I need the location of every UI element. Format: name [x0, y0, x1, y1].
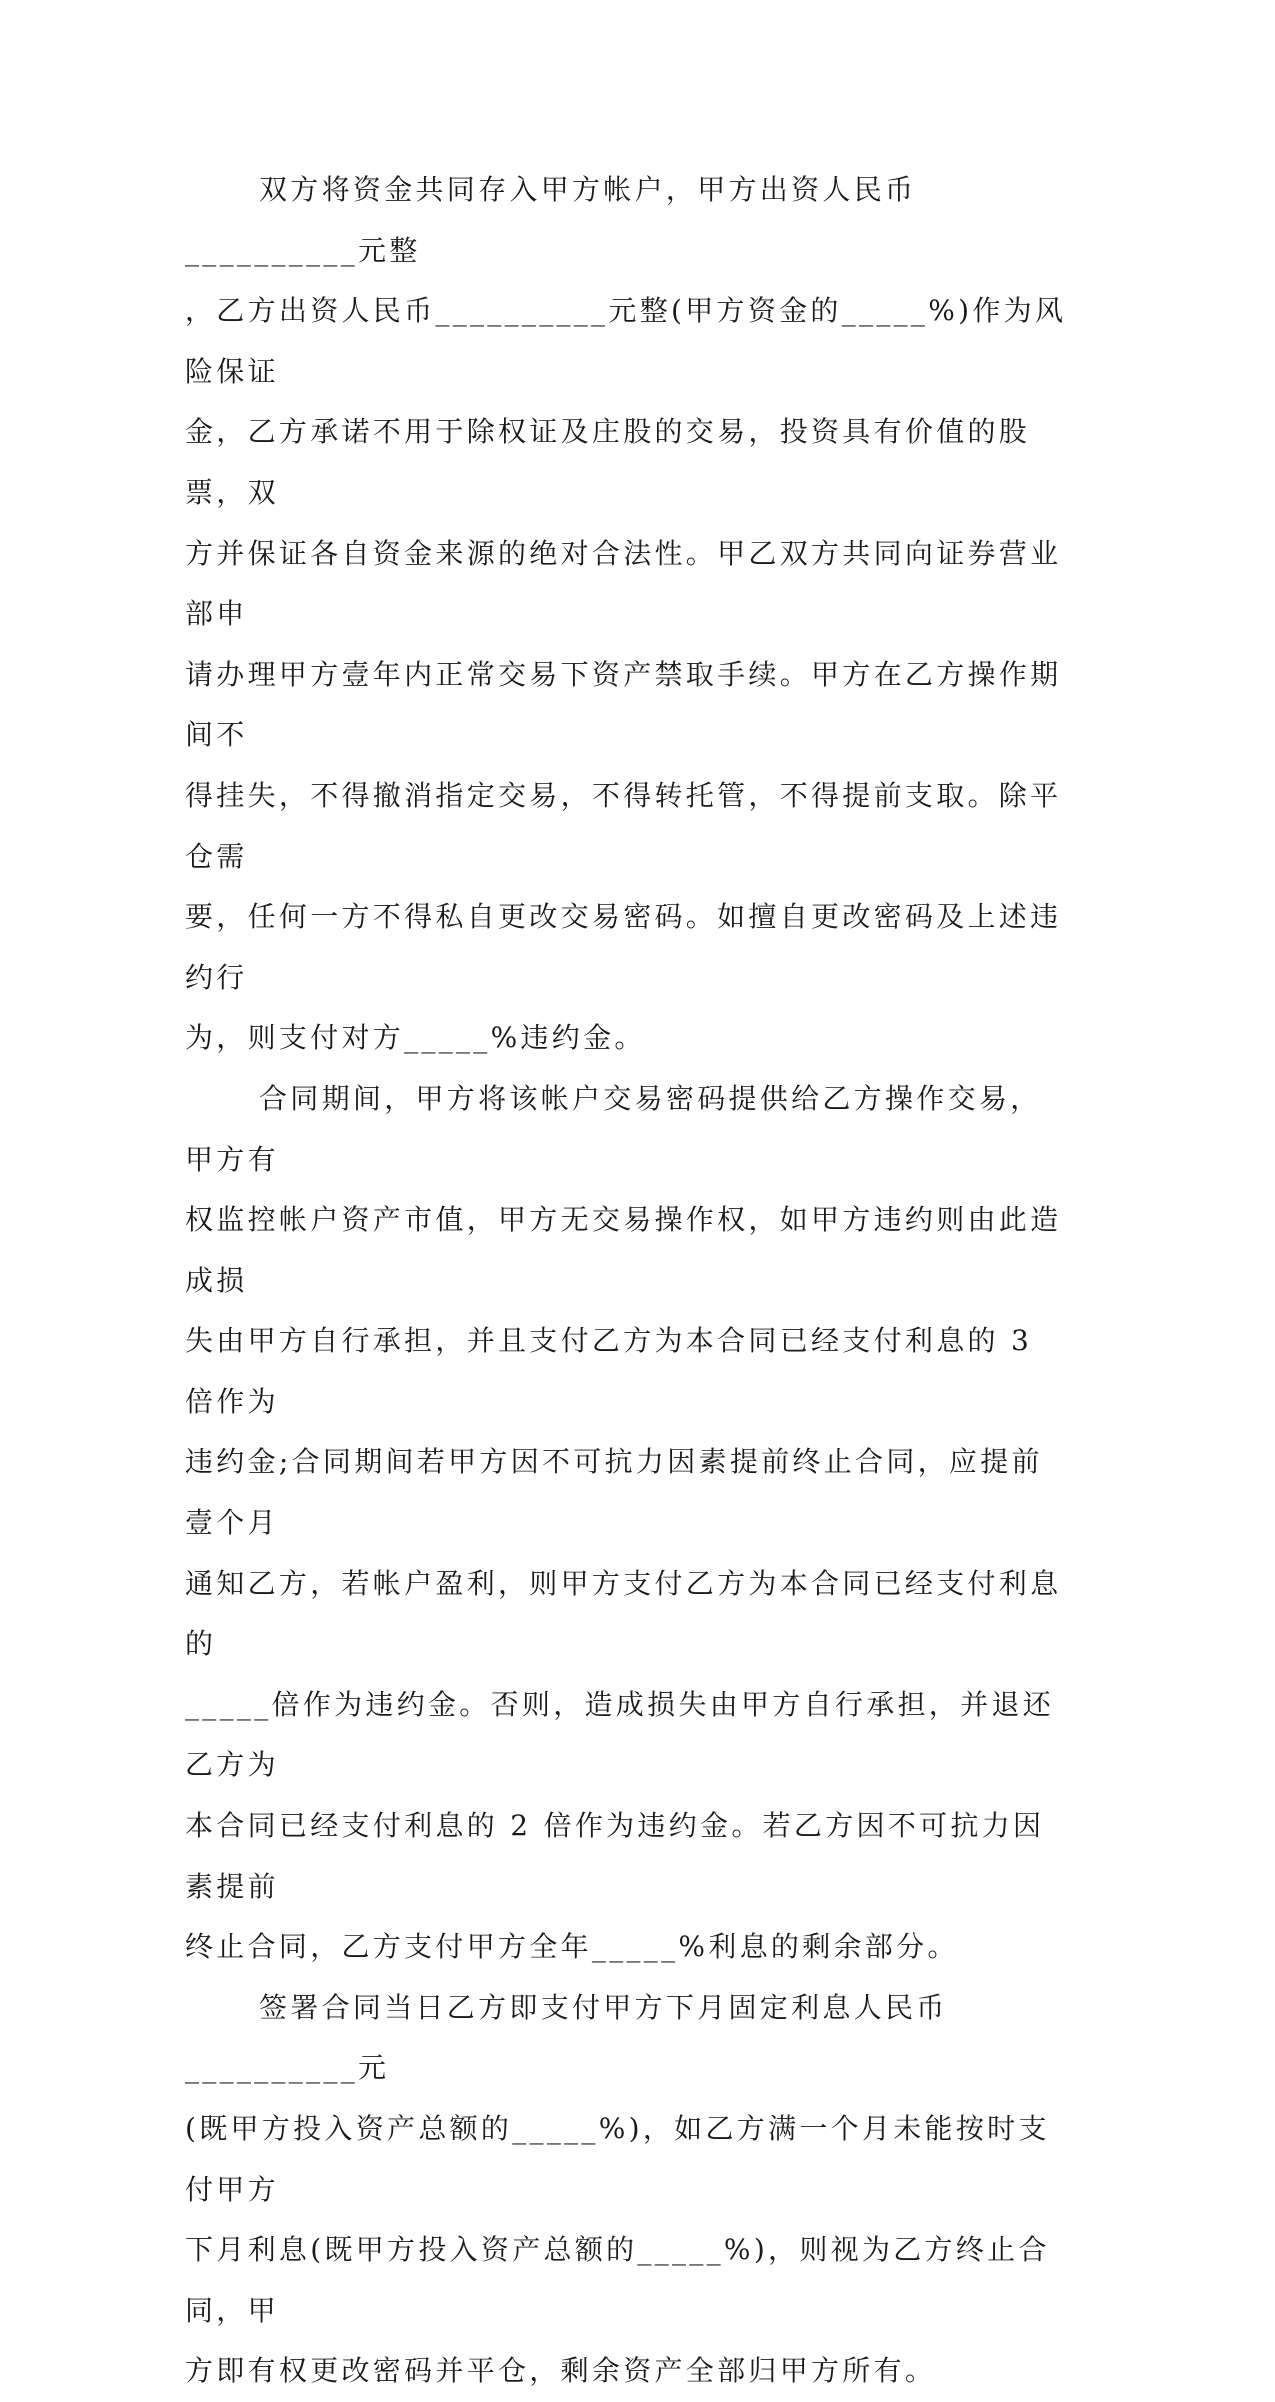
paragraph-interest-payment: 签署合同当日乙方即支付甲方下月固定利息人民币__________元 (既甲方投入资产总额的_____%)，如乙方满一个月未能按时支付甲方 下月利息(既甲方投入资产总额的_____%)，则视为乙方终止合同，甲 方即有权更改密码并平仓，剩余资产全部归甲方所有。 [185, 1990, 1050, 2388]
document-body [185, 160, 1069, 2402]
paragraph-contract-period: 合同期间，甲方将该帐户交易密码提供给乙方操作交易，甲方有 权监控帐户资产市值，甲方无交易操作权，如甲方违约则由此造成损 失由甲方自行承担，并且支付乙方为本合同已经支付利息的 3 倍作为 违约金;合同期间若甲方因不可抗力因素提前终止合同，应提前壹个月 通知乙方，若帐户盈利，则甲方支付乙方为本合同已经支付利息的 _____倍作为违约金。否则，造成损失由甲方自行承担，并退还乙方为 本合同已经支付利息的 2 倍作为违约金。若乙方因不可抗力因素提前 终止合同，乙方支付甲方全年_____%利息的剩余部分。 [185, 1081, 1062, 1964]
paragraph-funds-deposit: 双方将资金共同存入甲方帐户，甲方出资人民币__________元整 ，乙方出资人民币__________元整(甲方资金的_____%)作为风险保证 金，乙方承诺不用于除权证及庄股的交易，投资具有价值的股票，双 方并保证各自资金来源的绝对合法性。甲乙双方共同向证券营业部申 请办理甲方壹年内正常交易下资产禁取手续。甲方在乙方操作期间不 得挂失，不得撤消指定交易，不得转托管，不得提前支取。除平仓需 要，任何一方不得私自更改交易密码。如擅自更改密码及上述违约行 为，则支付对方_____%违约金。 [185, 173, 1067, 1055]
